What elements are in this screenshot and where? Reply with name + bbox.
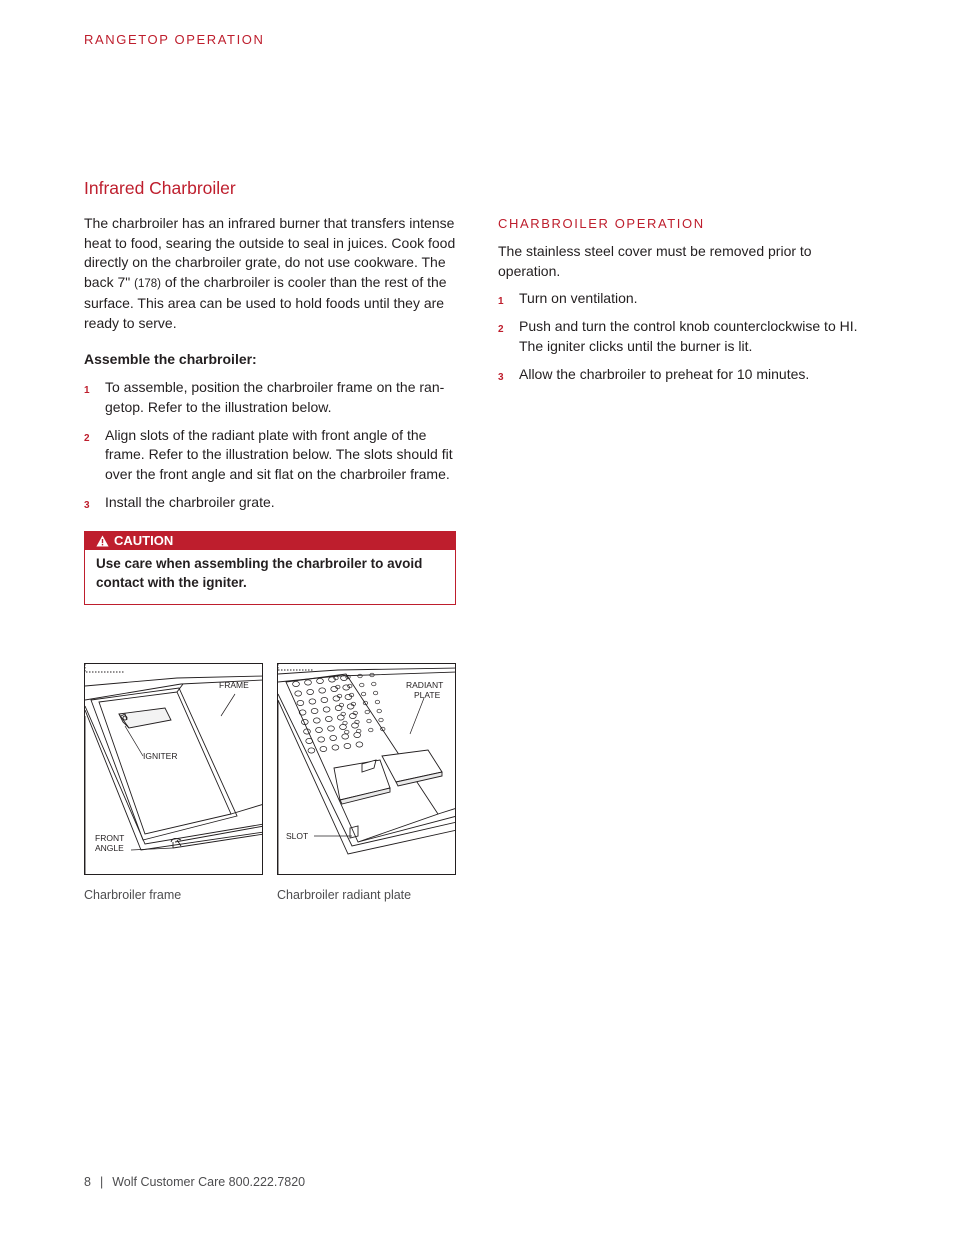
plate-hole [323,707,330,712]
plate-hole [320,746,327,751]
intro-text-after: of the charbroiler is cooler than the rest of the surface. This area can be used to hold foods until they are ready to serve. [84,273,447,331]
step-number: 2 [498,324,504,336]
plate-hole [293,681,300,686]
plate-hole [319,688,326,693]
operation-steps-list [498,289,878,393]
plate-hole [349,713,356,718]
operation-heading: CHARBROILER OPERATION [498,216,705,231]
warning-icon [96,535,109,547]
step-number: 1 [498,296,504,307]
plate-hole [375,700,379,704]
list-item [84,426,466,485]
radiant-plate-illustration [277,663,456,875]
plate-hole [318,737,325,742]
step-text: Turn on ventilation. [519,290,638,306]
igniter-label: IGNITER [143,751,178,761]
plate-hole [379,718,383,722]
plate-hole [325,716,332,721]
caution-header [85,532,455,550]
page-footer [84,1175,305,1189]
list-item [498,289,878,309]
footer-separator: | [99,1175,104,1189]
step-number: 1 [84,385,90,396]
list-item [498,365,878,385]
plate-hole [358,674,362,678]
assemble-steps-list [84,378,466,521]
plate-hole [356,742,363,747]
plate-hole [347,704,354,709]
plate-hole [299,710,306,715]
angle-label: ANGLE [95,843,124,853]
footer-text: Wolf Customer Care 800.222.7820 [112,1175,306,1189]
list-item [84,378,466,417]
plate-hole [333,696,340,701]
intro-paragraph [84,214,466,334]
plate-hole [331,686,338,691]
section-title: Infrared Charbroiler [84,178,236,198]
plate-hole [330,735,337,740]
plate-hole [334,676,338,680]
intro-text-before: The charbroiler has an infrared burner that transfers intense heat to food, searing the outside to seal in juices. Cook food directly on the charbroiler grate, do not use cookware. The back 7" [84,215,456,290]
plate-hole [360,683,364,687]
plate-hole [297,700,304,705]
operation-intro: The stainless steel cover must be removed prior to operation. [498,243,812,279]
plate-hole [332,745,339,750]
step-text: Align slots of the radiant plate with front angle of the frame. Refer to the illustration below. The slots should fit over the front angle and sit flat on the charbroiler frame. [105,426,453,482]
page-number: 8 [84,1175,91,1189]
step-text: Push and turn the control knob counterclockwise to HI. The igniter clicks until the burner is lit. [519,318,858,354]
figure-caption-frame: Charbroiler frame [84,888,182,902]
plate-hole [309,699,316,704]
step-text: To assemble, position the charbroiler frame on the ran-getop. Refer to the illustration below. [105,379,445,415]
list-item [84,493,466,513]
plate-hole [345,730,349,734]
plate-hole [343,721,347,725]
plate-hole [295,691,302,696]
caution-box [84,531,456,605]
plate-hole [306,738,313,743]
step-number: 3 [498,371,504,383]
plate-hole [305,680,312,685]
plate-hole [316,727,323,732]
plate-label: PLATE [414,690,441,700]
plate-hole [328,726,335,731]
plate-hole [354,732,361,737]
caution-text: Use care when assembling the charbroiler to avoid contact with the igniter. [96,556,423,590]
plate-hole [365,710,369,714]
slot-label: SLOT [286,831,309,841]
assemble-heading: Assemble the charbroiler: [84,351,257,367]
front-label: FRONT [95,833,125,843]
radiant-label: RADIANT [406,680,444,690]
plate-hole [342,734,349,739]
plate-hole [373,691,377,695]
step-number: 2 [84,432,90,444]
plate-hole [361,692,365,696]
plate-hole [369,728,373,732]
step-number: 3 [84,499,90,511]
plate-hole [335,705,342,710]
step-text: Install the charbroiler grate. [105,493,275,510]
frame-label: FRAME [219,680,249,690]
plate-hole [321,697,328,702]
plate-hole [311,708,318,713]
plate-hole [313,718,320,723]
plate-hole [307,689,314,694]
plate-hole [317,678,324,683]
plate-hole [344,743,351,748]
plate-hole [372,682,376,686]
plate-hole [377,709,381,713]
caution-label: CAUTION [114,533,174,548]
plate-hole [340,724,347,729]
figure-caption-radiant-plate: Charbroiler radiant plate [277,888,412,902]
intro-metric: (178) [134,277,161,290]
section-header: RANGETOP OPERATION [84,32,265,47]
list-item [498,317,878,356]
plate-hole [367,719,371,723]
step-text: Allow the charbroiler to preheat for 10 minutes. [519,365,810,382]
plate-hole [308,748,315,753]
charbroiler-frame-illustration [84,663,263,875]
